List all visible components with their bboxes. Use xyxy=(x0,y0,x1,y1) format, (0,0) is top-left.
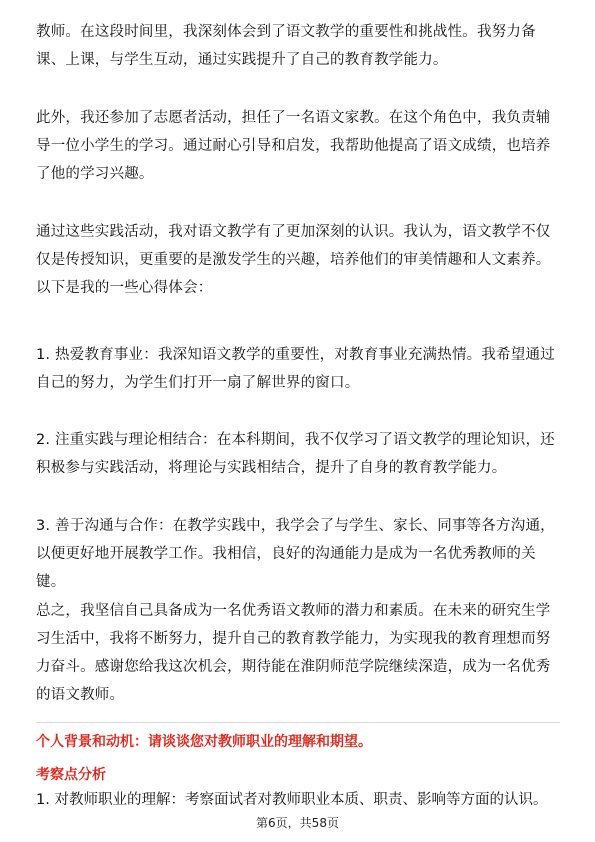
analysis-point-1: 1. 对教师职业的理解：考察面试者对教师职业本质、职责、影响等方面的认识。 xyxy=(36,792,548,808)
paragraph-point-3: 3. 善于沟通与合作：在教学实践中，我学会了与学生、家长、同事等各方沟通，以便更好地开展教学工作。我相信，良好的沟通能力是成为一名优秀教师的关键。 xyxy=(36,518,555,590)
section-heading: 个人背景和动机：请谈谈您对教师职业的理解和期望。 xyxy=(36,734,372,750)
section-divider xyxy=(36,722,560,723)
paragraph-volunteer-tutor: 此外，我还参加了志愿者活动，担任了一名语文家教。在这个角色中，我负责辅导一位小学生的学习。通过耐心引导和启发，我帮助他提高了语文成绩，也培养了他的学习兴趣。 xyxy=(36,110,551,182)
paragraph-conclusion: 总之，我坚信自己具备成为一名优秀语文教师的潜力和素质。在未来的研究生学习生活中，我将不断努力，提升自己的教育教学能力，为实现我的教育理想而努力奋斗。感谢您给我这次机会，期待能在淮阴师范学院继续深造，成为一名优秀的语文教师。 xyxy=(36,603,551,703)
paragraph-reflection: 通过这些实践活动，我对语文教学有了更加深刻的认识。我认为，语文教学不仅仅是传授知识，更重要的是激发学生的兴趣，培养他们的审美情趣和人文素养。以下是我的一些心得体会： xyxy=(36,224,551,296)
paragraph-point-1: 1. 热爱教育事业：我深知语文教学的重要性，对教育事业充满热情。我希望通过自己的努力，为学生们打开一扇了解世界的窗口。 xyxy=(36,347,555,391)
paragraph-point-2: 2. 注重实践与理论相结合：在本科期间，我不仅学习了语文教学的理论知识，还积极参与实践活动，将理论与实践相结合，提升了自身的教育教学能力。 xyxy=(36,432,555,476)
analysis-subheading: 考察点分析 xyxy=(36,767,106,783)
paragraph-teaching-practice: 教师。在这段时间里，我深刻体会到了语文教学的重要性和挑战性。我努力备课、上课，与学生互动，通过实践提升了自己的教育教学能力。 xyxy=(36,24,536,68)
page-number-footer: 第6页，共58页 xyxy=(256,816,339,830)
